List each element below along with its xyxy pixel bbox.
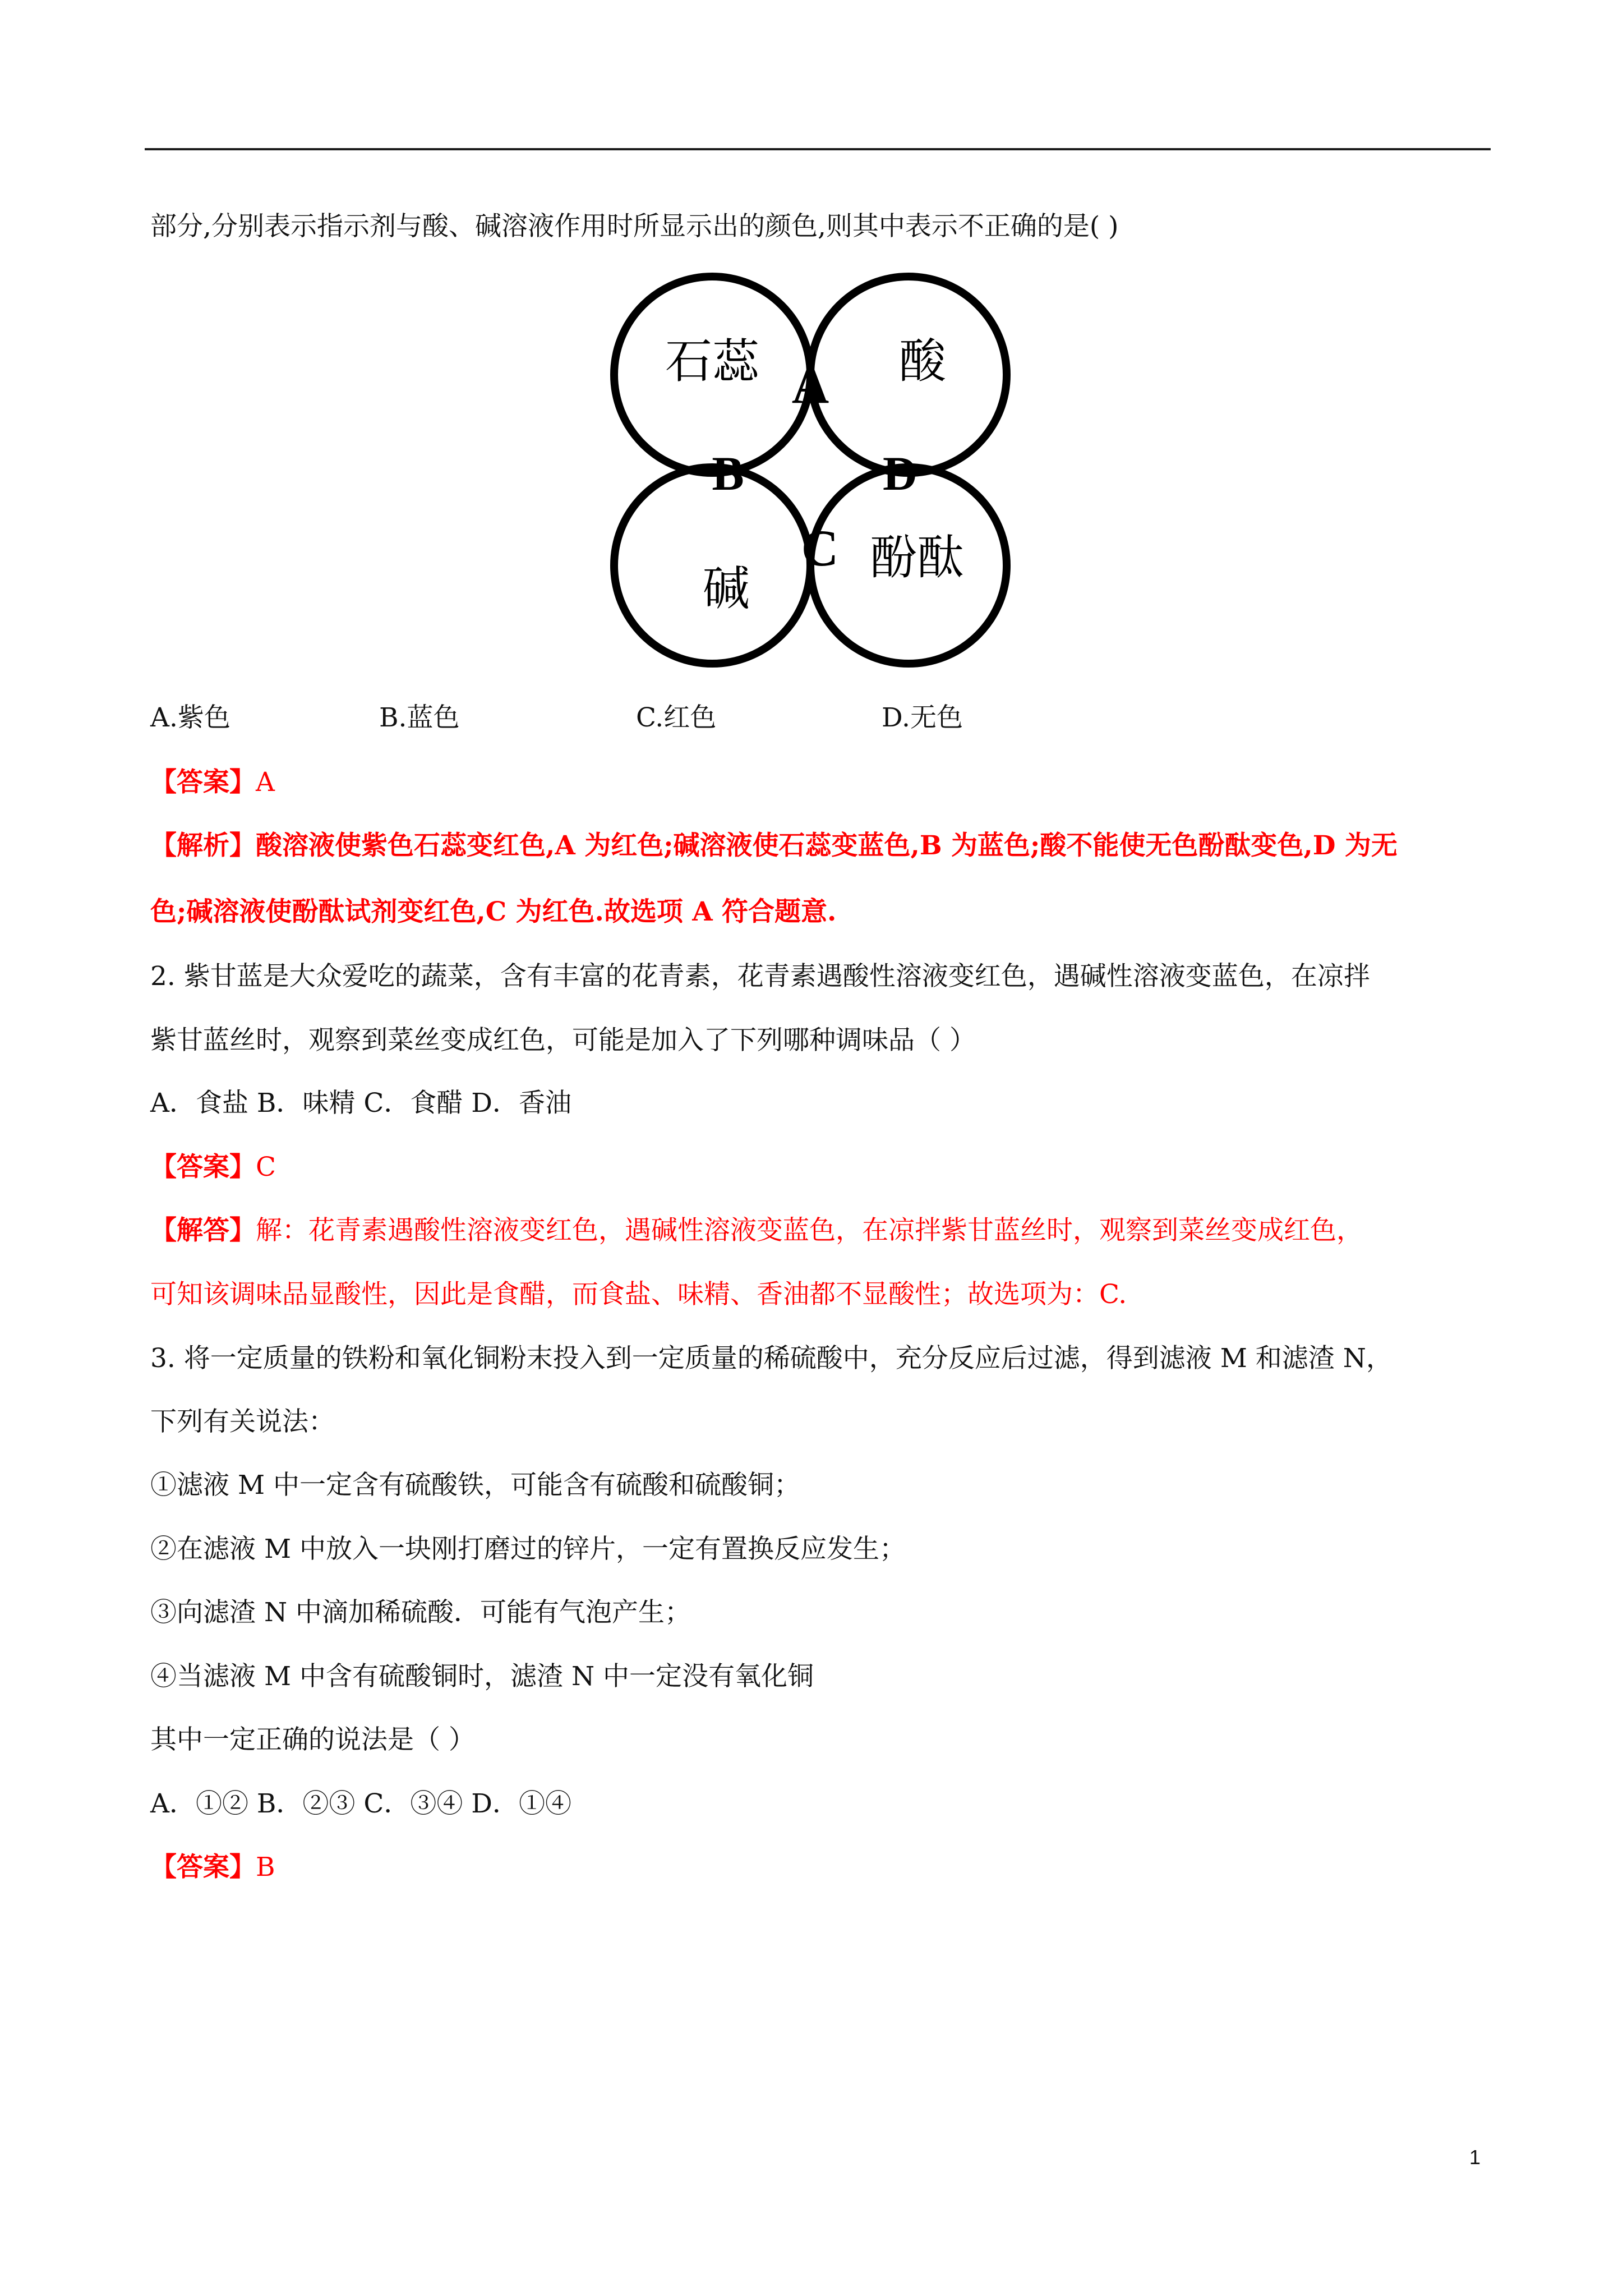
region-label-c: C	[801, 519, 839, 577]
q1-option-b: B.蓝色	[379, 702, 460, 733]
q1-analysis-line-2: 色;碱溶液使酚酞试剂变红色,C 为红色.故选项 A 符合题意.	[150, 896, 837, 927]
region-label-b: B	[712, 447, 744, 500]
q3-statement-3: ③向滤渣 N 中滴加稀硫酸．可能有气泡产生；	[150, 1597, 691, 1628]
header-rule	[145, 148, 1491, 150]
circle-label-litmus: 石蕊	[665, 334, 760, 389]
answer-tag: 【答案】	[150, 1152, 256, 1182]
q2-stem-line-2: 紫甘蓝丝时，观察到菜丝变成红色，可能是加入了下列哪种调味品（ ）	[150, 1025, 976, 1056]
q1-answer	[150, 766, 275, 799]
q2-answer	[150, 1151, 276, 1184]
indicator-venn-diagram	[606, 263, 1021, 689]
circle-label-base: 碱	[702, 561, 750, 616]
answer-value: C	[256, 1152, 276, 1182]
q1-option-d: D.无色	[882, 702, 963, 733]
q3-stem-line-1: 3. 将一定质量的铁粉和氧化铜粉末投入到一定质量的稀硫酸中，充分反应后过滤，得到滤液 M 和滤渣 N，	[150, 1343, 1393, 1374]
q1-option-c: C.红色	[636, 702, 717, 733]
answer-tag: 【答案】	[150, 1852, 256, 1883]
q3-statement-2: ②在滤液 M 中放入一块刚打磨过的锌片，一定有置换反应发生；	[150, 1534, 906, 1565]
q1-stem: 部分,分别表示指示剂与酸、碱溶液作用时所显示出的颜色,则其中表示不正确的是( )	[150, 211, 1119, 242]
analysis-text: 解：花青素遇酸性溶液变红色，遇碱性溶液变蓝色，在凉拌紫甘蓝丝时，观察到菜丝变成红色，	[256, 1215, 1363, 1246]
q1-option-a: A.紫色	[150, 702, 230, 733]
circle-label-acid: 酸	[898, 334, 947, 389]
q3-stem-line-2: 下列有关说法：	[150, 1406, 335, 1437]
q3-statement-1: ①滤液 M 中一定含有硫酸铁，可能含有硫酸和硫酸铜；	[150, 1470, 801, 1501]
answer-value: A	[256, 767, 275, 798]
circle-label-phenolphthalein: 酚酞	[869, 530, 965, 585]
q3-statement-4: ④当滤液 M 中含有硫酸铜时，滤渣 N 中一定没有氧化铜	[150, 1661, 814, 1692]
page-number: 1	[1469, 2146, 1481, 2169]
q1-analysis-line-1: 【解析】酸溶液使紫色石蕊变红色,A 为红色;碱溶液使石蕊变蓝色,B 为蓝色;酸不能使无色酚酞变色,D 为无	[150, 830, 1398, 861]
q2-analysis-line-2: 可知该调味品显酸性，因此是食醋，而食盐、味精、香油都不显酸性；故选项为：C.	[150, 1279, 1127, 1310]
q3-question: 其中一定正确的说法是（ ）	[150, 1724, 475, 1755]
q2-options: A．食盐 B．味精 C．食醋 D．香油	[150, 1088, 571, 1119]
q3-answer	[150, 1851, 275, 1884]
q2-analysis-line-1	[150, 1214, 1363, 1248]
region-label-a: A	[791, 357, 829, 414]
answer-tag: 【答案】	[150, 767, 256, 798]
q2-stem-line-1: 2. 紫甘蓝是大众爱吃的蔬菜，含有丰富的花青素，花青素遇酸性溶液变红色，遇碱性溶液变蓝色，在凉拌	[150, 961, 1370, 992]
region-label-d: D	[882, 447, 918, 500]
answer-value: B	[256, 1852, 275, 1883]
analysis-tag: 【解答】	[150, 1215, 256, 1246]
q3-options: A．①② B．②③ C．③④ D．①④	[150, 1788, 571, 1819]
